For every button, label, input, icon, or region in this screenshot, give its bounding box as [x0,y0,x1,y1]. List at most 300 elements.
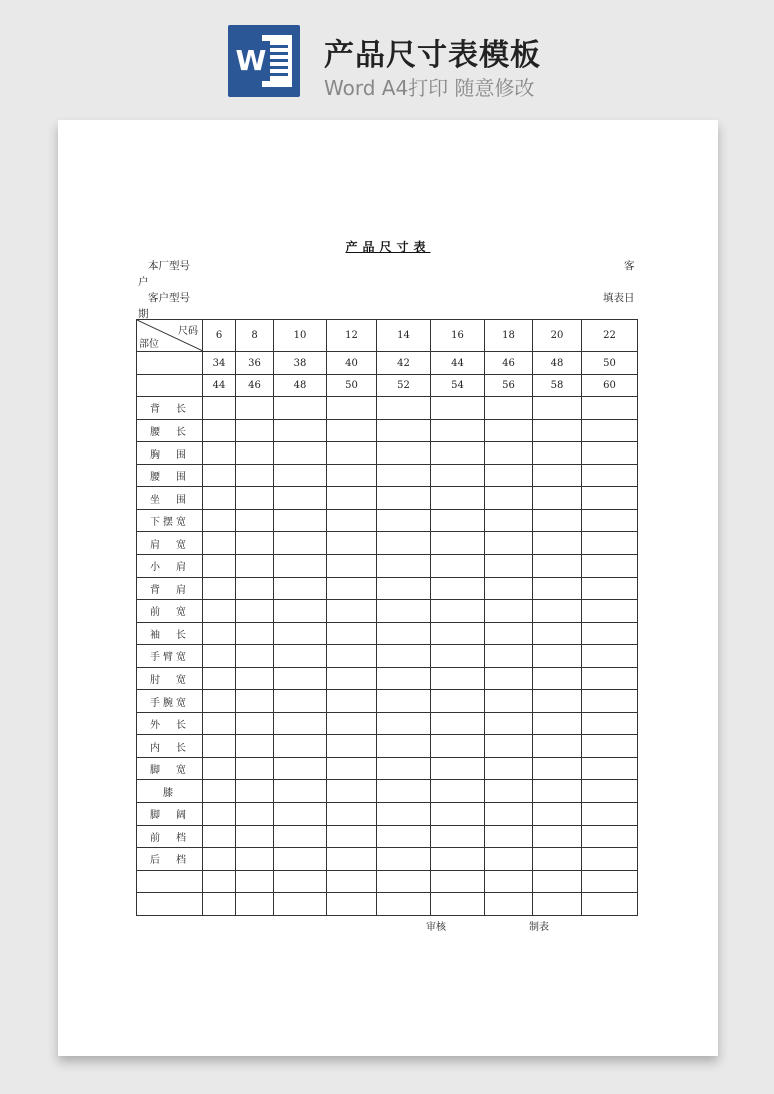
measurement-cell[interactable] [327,622,377,645]
review-label: 审核 [426,922,446,933]
measurement-cell[interactable] [377,577,431,600]
part-name-cell: 小 肩 [137,555,203,578]
measurement-cell[interactable] [431,690,485,713]
measurement-cell[interactable] [236,397,274,420]
size-value-cell: 52 [377,375,431,397]
measurement-cell[interactable] [236,870,274,893]
size-value-cell: 50 [582,352,638,375]
size-value-cell: 22 [582,320,638,352]
measurement-cell[interactable] [327,690,377,713]
measurement-cell[interactable] [582,893,638,916]
measurement-cell[interactable] [274,397,327,420]
measurement-cell[interactable] [203,825,236,848]
measurement-cell[interactable] [377,803,431,826]
measurement-cell[interactable] [533,397,582,420]
table-row [137,667,638,690]
measurement-cell[interactable] [327,509,377,532]
measurement-cell[interactable] [236,825,274,848]
measurement-cell[interactable] [431,600,485,623]
measurement-cell[interactable] [327,487,377,510]
measurement-cell[interactable] [236,532,274,555]
measurement-cell[interactable] [431,397,485,420]
measurement-cell[interactable] [582,690,638,713]
measurement-cell[interactable] [485,870,533,893]
measurement-cell[interactable] [274,757,327,780]
measurement-cell[interactable] [485,600,533,623]
size-header-row [137,352,638,375]
measurement-cell[interactable] [485,419,533,442]
measurement-cell[interactable] [485,442,533,465]
measurement-cell[interactable] [377,848,431,871]
measurement-cell[interactable] [431,442,485,465]
measurement-cell[interactable] [533,735,582,758]
part-name-cell: 手腕宽 [137,690,203,713]
measurement-cell[interactable] [377,532,431,555]
size-value-cell: 6 [203,320,236,352]
measurement-cell[interactable] [274,622,327,645]
measurement-cell[interactable] [533,893,582,916]
measurement-cell[interactable] [431,667,485,690]
measurement-cell[interactable] [485,893,533,916]
measurement-cell[interactable] [431,419,485,442]
measurement-cell[interactable] [377,712,431,735]
measurement-cell[interactable] [236,848,274,871]
measurement-cell[interactable] [431,893,485,916]
measurement-cell[interactable] [274,870,327,893]
measurement-cell[interactable] [582,757,638,780]
size-value-cell: 48 [274,375,327,397]
measurement-cell[interactable] [327,848,377,871]
measurement-cell[interactable] [485,645,533,668]
part-name-cell: 下摆宽 [137,509,203,532]
measurement-cell[interactable] [327,735,377,758]
measurement-cell[interactable] [274,803,327,826]
part-name-cell: 内 长 [137,735,203,758]
table-row [137,509,638,532]
table-row [137,397,638,420]
measurement-cell[interactable] [485,780,533,803]
size-value-cell: 18 [485,320,533,352]
table-row [137,893,638,916]
measurement-cell[interactable] [582,464,638,487]
size-value-cell: 42 [377,352,431,375]
fill-date-label-line2: 期 [138,308,149,320]
measurement-cell[interactable] [236,600,274,623]
measurement-cell[interactable] [377,757,431,780]
word-icon-letter: W [232,41,270,81]
header-banner [0,0,774,118]
measurement-cell[interactable] [274,555,327,578]
part-name-cell: 肩 宽 [137,532,203,555]
part-name-cell: 腰 围 [137,464,203,487]
word-icon [228,25,300,97]
part-name-cell: 袖 长 [137,622,203,645]
measurement-cell[interactable] [485,464,533,487]
measurement-cell[interactable] [582,870,638,893]
table-row [137,577,638,600]
size-value-cell: 44 [431,352,485,375]
measurement-cell[interactable] [431,870,485,893]
measurement-cell[interactable] [582,577,638,600]
measurement-cell[interactable] [327,667,377,690]
measurement-cell[interactable] [533,667,582,690]
table-row [137,712,638,735]
measurement-cell[interactable] [582,848,638,871]
size-value-cell: 60 [582,375,638,397]
part-name-cell: 肘 宽 [137,667,203,690]
measurement-cell[interactable] [274,464,327,487]
measurement-cell[interactable] [485,848,533,871]
measurement-cell[interactable] [377,600,431,623]
measurement-cell[interactable] [274,735,327,758]
measurement-cell[interactable] [203,419,236,442]
measurement-cell[interactable] [236,712,274,735]
part-name-cell: 脚 阔 [137,803,203,826]
table-row [137,780,638,803]
table-cell [137,352,203,375]
part-name-cell: 外 长 [137,712,203,735]
measurement-cell[interactable] [327,464,377,487]
measurement-cell[interactable] [377,419,431,442]
part-name-cell: 坐 围 [137,487,203,510]
measurement-cell[interactable] [236,757,274,780]
measurement-cell[interactable] [582,667,638,690]
fill-date-label-line1: 填表日 [603,292,635,304]
size-value-cell: 16 [431,320,485,352]
measurement-cell[interactable] [431,735,485,758]
measurement-cell[interactable] [203,780,236,803]
table-row [137,487,638,510]
measurement-cell[interactable] [431,487,485,510]
measurement-cell[interactable] [485,532,533,555]
measurement-cell[interactable] [582,712,638,735]
measurement-cell[interactable] [533,487,582,510]
measurement-cell[interactable] [533,509,582,532]
table-cell [137,375,203,397]
measurement-cell[interactable] [274,712,327,735]
measurement-cell[interactable] [274,848,327,871]
measurement-cell[interactable] [431,803,485,826]
measurement-cell[interactable] [533,464,582,487]
measurement-cell[interactable] [431,622,485,645]
customer-model-label: 客户型号 [148,292,190,304]
measurement-cell[interactable] [582,397,638,420]
measurement-cell[interactable] [533,825,582,848]
customer-label-line1: 客 [624,260,635,272]
table-row [137,870,638,893]
part-name-cell: 后 档 [137,848,203,871]
size-value-cell: 20 [533,320,582,352]
measurement-cell[interactable] [377,667,431,690]
measurement-cell[interactable] [236,735,274,758]
table-row [137,532,638,555]
measurement-cell[interactable] [274,532,327,555]
measurement-cell[interactable] [431,555,485,578]
size-value-cell: 50 [327,375,377,397]
measurement-cell[interactable] [327,442,377,465]
measurement-cell[interactable] [533,442,582,465]
measurement-cell[interactable] [582,622,638,645]
measurement-cell[interactable] [377,825,431,848]
measurement-cell[interactable] [431,825,485,848]
measurement-cell[interactable] [431,780,485,803]
measurement-cell[interactable] [203,735,236,758]
measurement-cell[interactable] [533,600,582,623]
measurement-cell[interactable] [236,667,274,690]
measurement-cell[interactable] [485,735,533,758]
measurement-cell[interactable] [377,690,431,713]
measurement-cell[interactable] [274,419,327,442]
measurement-cell[interactable] [236,464,274,487]
measurement-cell[interactable] [533,577,582,600]
size-header-row [137,375,638,397]
measurement-cell[interactable] [533,690,582,713]
measurement-cell[interactable] [327,419,377,442]
table-row [137,803,638,826]
size-value-cell: 56 [485,375,533,397]
measurement-cell[interactable] [236,780,274,803]
measurement-cell[interactable] [327,803,377,826]
measurement-cell[interactable] [203,622,236,645]
measurement-cell[interactable] [377,442,431,465]
measurement-cell[interactable] [533,780,582,803]
measurement-cell[interactable] [236,555,274,578]
part-name-cell: 前 档 [137,825,203,848]
part-name-cell: 胸 围 [137,442,203,465]
size-value-cell: 34 [203,352,236,375]
size-value-cell: 14 [377,320,431,352]
table-row [137,419,638,442]
measurement-cell[interactable] [582,555,638,578]
measurement-cell[interactable] [582,442,638,465]
measurement-cell[interactable] [533,419,582,442]
corner-cell [137,320,203,352]
measurement-cell[interactable] [485,712,533,735]
factory-model-label: 本厂型号 [148,260,190,272]
table-row [137,645,638,668]
measurement-cell[interactable] [203,712,236,735]
measurement-cell[interactable] [533,645,582,668]
size-value-cell: 38 [274,352,327,375]
measurement-cell[interactable] [485,622,533,645]
table-row [137,848,638,871]
part-name-cell: 腰 长 [137,419,203,442]
table-row [137,600,638,623]
measurement-cell[interactable] [203,600,236,623]
measurement-cell[interactable] [327,870,377,893]
measurement-cell[interactable] [203,509,236,532]
measurement-cell[interactable] [485,757,533,780]
measurement-cell[interactable] [533,532,582,555]
measurement-cell[interactable] [203,667,236,690]
measurement-cell[interactable] [327,532,377,555]
measurement-cell[interactable] [274,487,327,510]
size-value-cell: 48 [533,352,582,375]
part-name-cell: 手臂宽 [137,645,203,668]
measurement-cell[interactable] [582,780,638,803]
table-row [137,464,638,487]
measurement-cell[interactable] [582,509,638,532]
measurement-cell[interactable] [236,622,274,645]
table-row [137,555,638,578]
measurement-cell[interactable] [377,622,431,645]
made-by-label: 制表 [529,922,549,933]
measurement-cell[interactable] [377,509,431,532]
measurement-cell[interactable] [485,577,533,600]
measurement-cell[interactable] [431,712,485,735]
measurement-cell[interactable] [203,690,236,713]
measurement-cell[interactable] [377,780,431,803]
measurement-cell[interactable] [327,645,377,668]
measurement-cell[interactable] [203,532,236,555]
measurement-cell[interactable] [274,442,327,465]
part-name-cell: 背 肩 [137,577,203,600]
size-value-cell: 46 [485,352,533,375]
measurement-cell[interactable] [274,825,327,848]
measurement-cell[interactable] [327,780,377,803]
measurement-cell[interactable] [431,464,485,487]
document-page [58,120,718,1056]
measurement-cell[interactable] [327,600,377,623]
banner-title: 产品尺寸表模板 [324,38,541,73]
measurement-cell[interactable] [203,757,236,780]
measurement-cell[interactable] [236,419,274,442]
measurement-cell[interactable] [203,893,236,916]
banner-subtitle: Word A4打印 随意修改 [324,76,535,100]
measurement-cell[interactable] [327,577,377,600]
measurement-cell[interactable] [327,757,377,780]
measurement-cell[interactable] [236,893,274,916]
size-value-cell: 58 [533,375,582,397]
measurement-cell[interactable] [203,397,236,420]
measurement-cell[interactable] [274,600,327,623]
size-table [136,319,638,916]
measurement-cell[interactable] [485,555,533,578]
measurement-cell[interactable] [274,577,327,600]
measurement-cell[interactable] [431,757,485,780]
measurement-cell[interactable] [582,487,638,510]
measurement-cell[interactable] [377,464,431,487]
table-row [137,757,638,780]
measurement-cell[interactable] [533,803,582,826]
part-name-cell: 背 长 [137,397,203,420]
measurement-cell[interactable] [377,555,431,578]
part-name-cell [137,870,203,893]
measurement-cell[interactable] [485,667,533,690]
measurement-cell[interactable] [274,780,327,803]
measurement-cell[interactable] [274,645,327,668]
measurement-cell[interactable] [236,645,274,668]
measurement-cell[interactable] [582,803,638,826]
measurement-cell[interactable] [203,577,236,600]
customer-label-line2: 户 [138,276,149,288]
measurement-cell[interactable] [236,442,274,465]
size-value-cell: 44 [203,375,236,397]
measurement-cell[interactable] [582,532,638,555]
measurement-cell[interactable] [533,555,582,578]
measurement-cell[interactable] [203,870,236,893]
measurement-cell[interactable] [431,577,485,600]
measurement-cell[interactable] [582,825,638,848]
size-value-cell: 10 [274,320,327,352]
measurement-cell[interactable] [485,825,533,848]
measurement-cell[interactable] [327,555,377,578]
document-title: 产品尺寸表 [345,240,431,254]
measurement-cell[interactable] [236,690,274,713]
measurement-cell[interactable] [377,893,431,916]
measurement-cell[interactable] [203,464,236,487]
measurement-cell[interactable] [236,577,274,600]
table-row [137,690,638,713]
measurement-cell[interactable] [203,487,236,510]
measurement-cell[interactable] [377,645,431,668]
measurement-cell[interactable] [431,532,485,555]
corner-size-label: 尺码 [178,326,198,338]
measurement-cell[interactable] [582,645,638,668]
size-header-row [137,320,638,352]
measurement-cell[interactable] [485,803,533,826]
measurement-cell[interactable] [377,397,431,420]
size-value-cell: 46 [236,375,274,397]
measurement-cell[interactable] [582,600,638,623]
measurement-cell[interactable] [431,848,485,871]
measurement-cell[interactable] [533,622,582,645]
measurement-cell[interactable] [431,509,485,532]
measurement-cell[interactable] [485,690,533,713]
measurement-cell[interactable] [203,803,236,826]
measurement-cell[interactable] [582,419,638,442]
measurement-cell[interactable] [533,757,582,780]
measurement-cell[interactable] [203,555,236,578]
measurement-cell[interactable] [327,825,377,848]
part-name-cell: 前 宽 [137,600,203,623]
measurement-cell[interactable] [203,645,236,668]
measurement-cell[interactable] [236,487,274,510]
measurement-cell[interactable] [533,712,582,735]
measurement-cell[interactable] [203,848,236,871]
measurement-cell[interactable] [203,442,236,465]
measurement-cell[interactable] [485,397,533,420]
size-value-cell: 54 [431,375,485,397]
table-row [137,622,638,645]
measurement-cell[interactable] [327,397,377,420]
part-name-cell: 膝 [137,780,203,803]
corner-part-label: 部位 [139,339,159,351]
measurement-cell[interactable] [274,509,327,532]
measurement-cell[interactable] [327,712,377,735]
measurement-cell[interactable] [377,735,431,758]
measurement-cell[interactable] [377,487,431,510]
measurement-cell[interactable] [377,870,431,893]
measurement-cell[interactable] [236,509,274,532]
measurement-cell[interactable] [236,803,274,826]
measurement-cell[interactable] [274,893,327,916]
measurement-cell[interactable] [582,735,638,758]
part-name-cell [137,893,203,916]
table-row [137,442,638,465]
table-row [137,825,638,848]
measurement-cell[interactable] [274,667,327,690]
size-value-cell: 36 [236,352,274,375]
size-value-cell: 12 [327,320,377,352]
measurement-cell[interactable] [431,645,485,668]
measurement-cell[interactable] [533,870,582,893]
measurement-cell[interactable] [485,487,533,510]
measurement-cell[interactable] [485,509,533,532]
measurement-cell[interactable] [327,893,377,916]
measurement-cell[interactable] [274,690,327,713]
measurement-cell[interactable] [533,848,582,871]
